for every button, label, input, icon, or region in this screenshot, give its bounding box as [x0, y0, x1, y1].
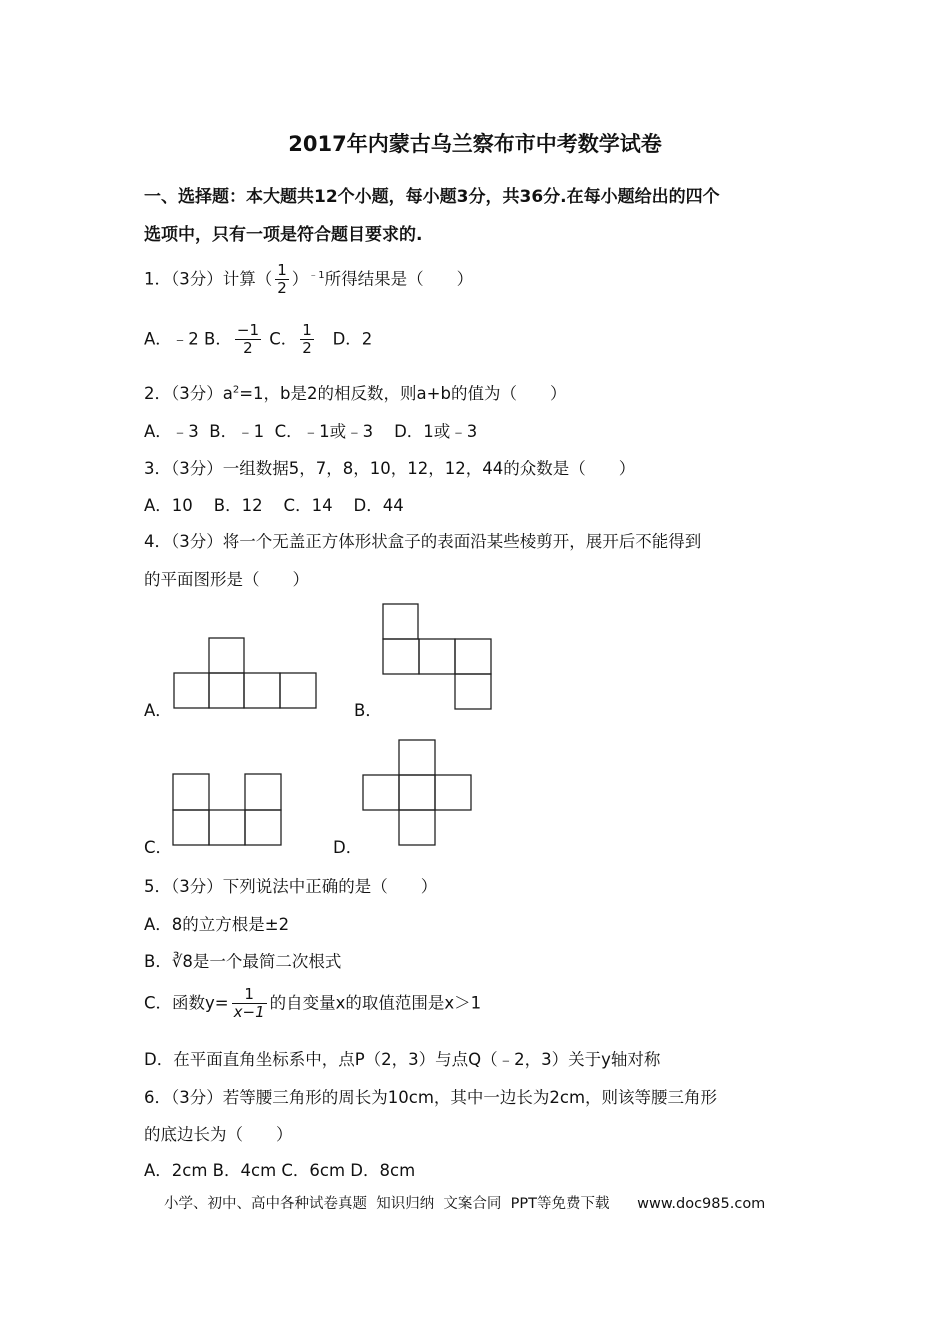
net-b-square-bottom — [455, 674, 491, 709]
q5-option-c-suffix: 的自变量x的取值范围是x＞1 — [269, 993, 482, 1013]
q5-option-c-den: x−1 — [233, 1003, 265, 1022]
page-footer: 小学、初中、高中各种试卷真题 知识归纳 文案合同 PPT等免费下载 www.doc985.com — [164, 1196, 766, 1212]
q1-option-b-num: −1 — [236, 321, 259, 339]
question-2 — [144, 380, 566, 404]
page-title: 2017年内蒙古乌兰察布市中考数学试卷 — [288, 132, 662, 156]
question-4-line1: 4．（3分）将一个无盖正方体形状盒子的表面沿某些棱剪开，展开后不能得到 — [144, 532, 702, 551]
net-a-square-3 — [244, 673, 280, 708]
q4-label-a: A． — [144, 701, 172, 720]
q5-option-b-prefix: B． — [144, 952, 172, 971]
q1-prefix: 1．（3分）计算 — [144, 269, 256, 289]
q1-option-c-num: 1 — [302, 321, 312, 339]
net-a-square-4 — [280, 673, 316, 708]
q1-lparen: （ — [255, 269, 273, 289]
q2-prefix: 2．（3分）a — [144, 384, 233, 403]
net-a-square-1 — [174, 673, 209, 708]
section-heading-line1: 一、选择题：本大题共12个小题，每小题3分，共36分.在每小题给出的四个 — [144, 187, 720, 207]
q1-option-a: A．﹣2 — [144, 329, 199, 349]
q1-option-c-fraction — [300, 322, 314, 358]
q4-label-c: C． — [144, 838, 173, 857]
q4-net-c — [172, 773, 282, 846]
q4-net-d — [362, 739, 473, 846]
net-d-square-bottom — [399, 810, 435, 845]
q4-net-b — [382, 603, 492, 710]
net-b-square-top — [383, 604, 418, 639]
q1-rparen: ） — [291, 269, 309, 289]
q1-fraction — [275, 262, 289, 298]
q1-suffix: 所得结果是（ ） — [324, 269, 474, 289]
q6-options: A．2cm B．4cm C．6cm D．8cm — [144, 1161, 416, 1180]
question-4-line2: 的平面图形是（ ） — [144, 570, 309, 589]
net-d-square-center — [399, 775, 435, 810]
net-d-square-left — [363, 775, 399, 810]
net-c-square-2 — [209, 810, 245, 845]
q4-net-a — [173, 637, 318, 709]
q1-frac-num: 1 — [277, 261, 287, 279]
question-6-line2: 的底边长为（ ） — [144, 1125, 293, 1144]
q1-frac-den: 2 — [277, 279, 287, 298]
net-b-square-3 — [455, 639, 491, 674]
net-a-square-top — [209, 638, 244, 673]
q5-option-c-num: 1 — [232, 986, 267, 1004]
q1-option-c: C． — [269, 329, 298, 349]
question-6-line1: 6．（3分）若等腰三角形的周长为10cm，其中一边长为2cm，则该等腰三角形 — [144, 1088, 718, 1107]
section-heading-line2: 选项中，只有一项是符合题目要求的. — [144, 225, 423, 245]
q5-option-b — [144, 948, 341, 972]
q4-label-b: B． — [354, 701, 382, 720]
q1-option-d: D．2 — [332, 329, 373, 349]
net-d-square-top — [399, 740, 435, 775]
q5-option-a: A．8的立方根是±2 — [144, 915, 290, 934]
question-5: 5．（3分）下列说法中正确的是（ ） — [144, 877, 438, 896]
q5-option-c-fraction — [232, 986, 267, 1022]
net-a-square-2 — [209, 673, 244, 708]
q5-option-b-suffix: 是一个最简二次根式 — [192, 952, 342, 971]
q1-option-b-fraction — [235, 322, 261, 358]
q3-options: A．10 B．12 C．14 D．44 — [144, 496, 404, 515]
net-d-square-right — [435, 775, 471, 810]
question-3: 3．（3分）一组数据5，7，8，10，12，12，44的众数是（ ） — [144, 459, 636, 478]
q1-option-c-den: 2 — [302, 339, 312, 358]
q1-options — [144, 322, 372, 358]
net-c-square-top-right — [245, 774, 281, 810]
q1-option-b-den: 2 — [243, 339, 253, 358]
q5-option-b-root: ∛8 — [171, 952, 193, 971]
question-1 — [144, 262, 473, 298]
q2-suffix: =1，b是2的相反数，则a+b的值为（ ） — [239, 384, 567, 403]
q5-option-d: D．在平面直角坐标系中，点P（2，3）与点Q（﹣2，3）关于y轴对称 — [144, 1050, 661, 1069]
net-b-square-1 — [383, 639, 419, 674]
q2-superscript: 2 — [232, 384, 240, 396]
q4-label-d: D． — [333, 838, 363, 857]
q5-option-c — [144, 986, 481, 1022]
net-c-square-3 — [245, 810, 281, 845]
net-c-square-1 — [173, 810, 209, 845]
q5-option-c-prefix: C．函数y= — [144, 993, 229, 1013]
q1-option-b: B． — [204, 329, 232, 349]
q1-exponent: ﹣1 — [308, 269, 325, 281]
q2-options: A．﹣3 B．﹣1 C．﹣1或﹣3 D．1或﹣3 — [144, 422, 478, 441]
net-b-square-2 — [419, 639, 455, 674]
net-c-square-top-left — [173, 774, 209, 810]
